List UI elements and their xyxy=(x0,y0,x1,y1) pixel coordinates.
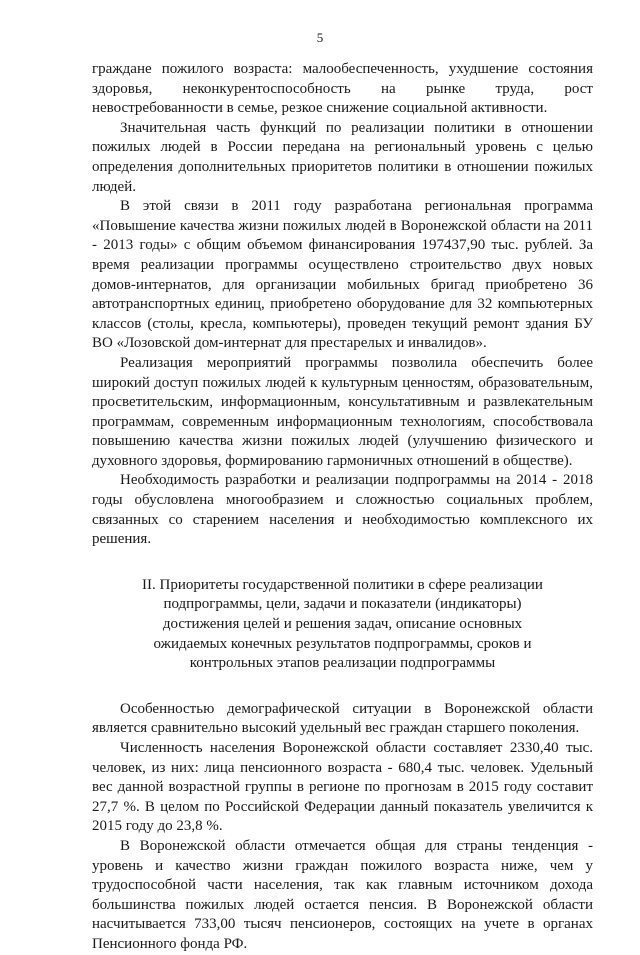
paragraph: Реализация мероприятий программы позволила обеспечить более широкий доступ пожилых людей к культурным ценностям, образовательным, просветительским, информационным, консультативным и развлекательным программам, современным информационным технологиям, способствовала повышению качества жизни пожилых людей (улучшению физического и духовного здоровья, формированию гармоничных отношений в обществе). xyxy=(92,354,593,469)
paragraph: Значительная часть функций по реализации политики в отношении пожилых людей в России передана на региональный уровень с целью определения дополнительных приоритетов политики в отношении пожилых людей. xyxy=(92,119,593,195)
paragraph: В Воронежской области отмечается общая для страны тенденция - уровень и качество жизни граждан пожилого возраста ниже, чем у трудоспособной части населения, так как главным источником дохода большинства пожилых людей остается пенсия. В Воронежской области насчитывается 733,00 тысяч пенсионеров, состоящих на учете в органах Пенсионного фонда РФ. xyxy=(92,837,593,952)
page-number: 5 xyxy=(316,30,324,45)
paragraph: Особенностью демографической ситуации в Воронежской области является сравнительно высокий удельный вес граждан старшего поколения. xyxy=(92,700,593,737)
section-heading-line: подпрограммы, цели, задачи и показатели (индикаторы) xyxy=(163,596,522,613)
paragraph: Численность населения Воронежской области составляет 2330,40 тыс. человек, из них: лица пенсионного возраста - 680,4 тыс. человек. Удельный вес данной возрастной группы в регионе по прогнозам в 2015 году составит 27,7 %. В целом по Российской Федерации данный показатель увеличится к 2015 году до 23,8 %. xyxy=(92,740,593,835)
section-heading xyxy=(102,576,583,674)
section-heading-line: контрольных этапов реализации подпрограммы xyxy=(189,655,496,672)
section-heading-line: ожидаемых конечных результатов подпрограммы, сроков и xyxy=(153,635,532,652)
section-heading-line: достижения целей и решения задач, описание основных xyxy=(162,616,523,633)
section-heading-line: II. Приоритеты государственной политики в сфере реализации xyxy=(142,576,543,593)
paragraph: Необходимость разработки и реализации подпрограммы на 2014 - 2018 годы обусловлена многообразием и сложностью социальных проблем, связанных со старением населения и необходимостью комплексного их решения. xyxy=(92,472,593,548)
document-body xyxy=(92,60,593,955)
paragraph: В этой связи в 2011 году разработана региональная программа «Повышение качества жизни пожилых людей в Воронежской области на 2011 - 2013 годы» с общим объемом финансирования 197437,90 тыс. рублей. За время реализации программы осуществлено строительство двух новых домов-интернатов, для организации мобильных бригад приобретено 36 автотранспортных единиц, приобретено оборудование для 32 компьютерных классов (столы, кресла, компьютеры), проведен текущий ремонт здания БУ ВО «Лозовской дом-интернат для престарелых и инвалидов». xyxy=(92,198,593,352)
paragraph-continuation: граждане пожилого возраста: малообеспеченность, ухудшение состояния здоровья, неконкурентоспособность на рынке труда, рост невостребованности в семье, резкое снижение социальной активности. xyxy=(92,61,593,117)
